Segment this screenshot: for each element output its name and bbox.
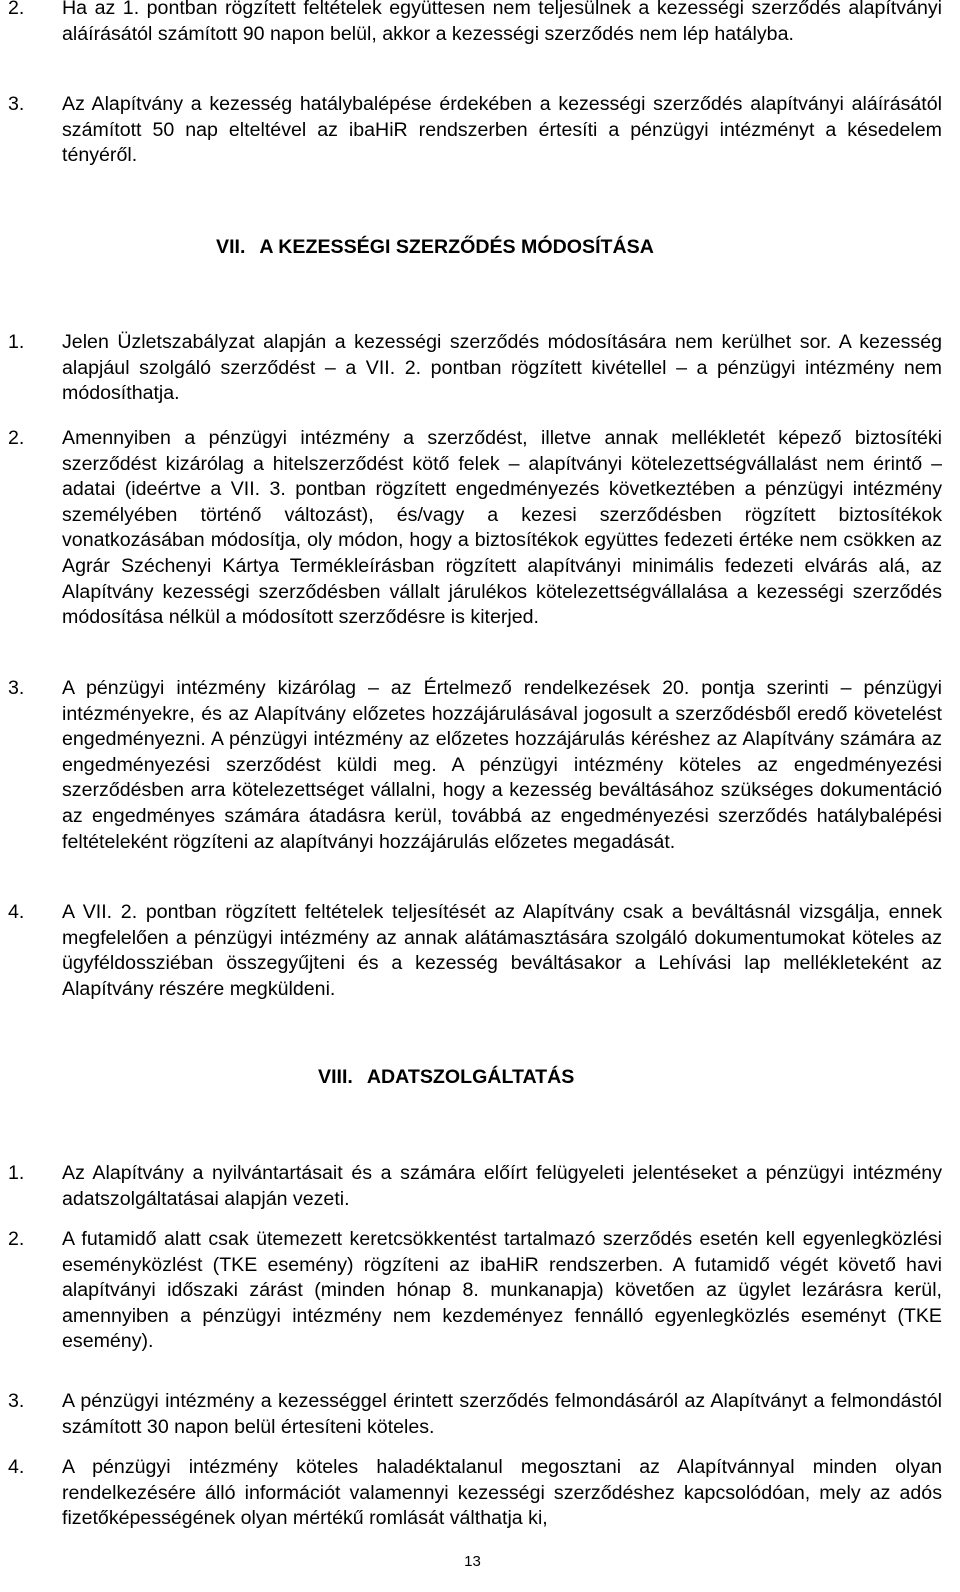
list-item-vii-3	[8, 676, 942, 855]
list-item-vii-1	[8, 330, 942, 407]
item-number: 1.	[8, 331, 25, 353]
item-text: A pénzügyi intézmény a kezességgel érintett szerződés felmondásáról az Alapítványt a felmondástól számított 30 napon belül értesíteni köteles.	[62, 1390, 942, 1438]
list-item-vii-4	[8, 900, 942, 1002]
item-number: 4.	[8, 1456, 25, 1478]
page-number: 13	[464, 1553, 481, 1570]
list-item-viii-2	[8, 1227, 942, 1355]
list-item-vii-2	[8, 426, 942, 631]
item-text: Az Alapítvány a nyilvántartásait és a számára előírt felügyeleti jelentéseket a pénzügyi intézmény adatszolgáltatásai alapján vezeti.	[62, 1162, 942, 1210]
item-text: Amennyiben a pénzügyi intézmény a szerződést, illetve annak mellékletét képező biztosítéki szerződést kizárólag a hitelszerződést kötő felek – alapítványi kötelezettségvállalást nem érintő – adatai (ideértve a VII. 3. pontban rögzített engedményezés következtében a pénzügyi intézmény személyében történő változást), és/vagy a kezesi szerződésben rögzített biztosítékok vonatkozásában módosítja, oly módon, hogy a biztosítékok együttes fedezeti értéke nem csökken az Agrár Széchenyi Kártya Termékleírásban rögzített alapítványi minimális fedezeti elvárás alá, az Alapítvány kezességi szerződésben vállalt járulékos kötelezettségvállalása a kezességi szerződés módosítása nélkül a módosított szerződésre is kiterjed.	[62, 427, 942, 629]
section-title: A KEZESSÉGI SZERZŐDÉS MÓDOSÍTÁSA	[259, 236, 654, 258]
list-item-prev-2	[8, 0, 942, 47]
item-text: Ha az 1. pontban rögzített feltételek együttesen nem teljesülnek a kezességi szerződés alapítványi aláírásától számított 90 napon belül, akkor a kezességi szerződés nem lép hatályba.	[62, 0, 942, 45]
section-title: ADATSZOLGÁLTATÁS	[366, 1066, 575, 1088]
item-text: Jelen Üzletszabályzat alapján a kezességi szerződés módosítására nem kerülhet sor. A kezesség alapjául szolgáló szerződést – a VII. 2. pontban rögzített kivétellel – a pénzügyi intézmény nem módosíthatja.	[62, 331, 942, 405]
item-number: 3.	[8, 93, 25, 115]
item-text: A pénzügyi intézmény kizárólag – az Értelmező rendelkezések 20. pontja szerinti – pénzügyi intézményekre, és az Alapítvány előzetes hozzájárulásával jogosult a szerződésből eredő követelést engedményezni. A pénzügyi intézmény az előzetes hozzájárulás kéréshez az Alapítvány számára az engedményezési szerződést küldi meg. A pénzügyi intézmény köteles az engedményezési szerződésben arra kötelezettséget vállalni, hogy a kezesség beváltásához szükséges dokumentáció az engedményes számára átadásra kerül, továbbá az engedményezési szerződés hatálybalépési feltételeként rögzíteni az alapítványi hozzájárulás előzetes megadását.	[62, 677, 942, 853]
item-number: 4.	[8, 901, 25, 923]
section-number: VIII.	[318, 1066, 353, 1088]
item-number: 3.	[8, 677, 25, 699]
list-item-prev-3	[8, 92, 942, 169]
item-number: 3.	[8, 1390, 25, 1412]
list-item-viii-4	[8, 1455, 942, 1532]
item-text: A pénzügyi intézmény köteles haladéktalanul megosztani az Alapítvánnyal minden olyan rendelkezésére álló információt valamennyi kezességi szerződéshez kapcsolódóan, mely az adós fizetőképességének olyan mértékű romlását válthatja ki,	[62, 1456, 942, 1530]
item-number: 2.	[8, 427, 25, 449]
list-item-viii-1	[8, 1161, 942, 1212]
section-heading-viii	[318, 1065, 574, 1091]
section-number: VII.	[216, 236, 246, 258]
item-number: 2.	[8, 0, 25, 19]
item-number: 2.	[8, 1228, 25, 1250]
item-text: Az Alapítvány a kezesség hatálybalépése érdekében a kezességi szerződés alapítványi aláírásától számított 50 nap elteltével az ibaHiR rendszerben értesíti a pénzügyi intézményt a késedelem tényéről.	[62, 93, 942, 167]
section-heading-vii	[216, 235, 654, 261]
item-text: A VII. 2. pontban rögzített feltételek teljesítését az Alapítvány csak a beváltásnál vizsgálja, ennek megfelelően a pénzügyi intézmény az annak alátámasztására szolgáló dokumentumokat köteles az ügyféldossziéban összegyűjteni és a kezesség beváltásakor a Lehívási lap mellékleteként az Alapítvány részére megküldeni.	[62, 901, 942, 1000]
item-number: 1.	[8, 1162, 25, 1184]
list-item-viii-3	[8, 1389, 942, 1440]
item-text: A futamidő alatt csak ütemezett keretcsökkentést tartalmazó szerződés esetén kell egyenlegközlési eseményközlést (TKE esemény) rögzíteni az ibaHiR rendszerben. A futamidő végét követő havi alapítványi időszaki zárást (minden hónap 8. munkanapja) követően az ügylet lezárásra kerül, amennyiben a pénzügyi intézmény nem kezdeményez fennálló egyenlegközlés eseményt (TKE esemény).	[62, 1228, 942, 1353]
